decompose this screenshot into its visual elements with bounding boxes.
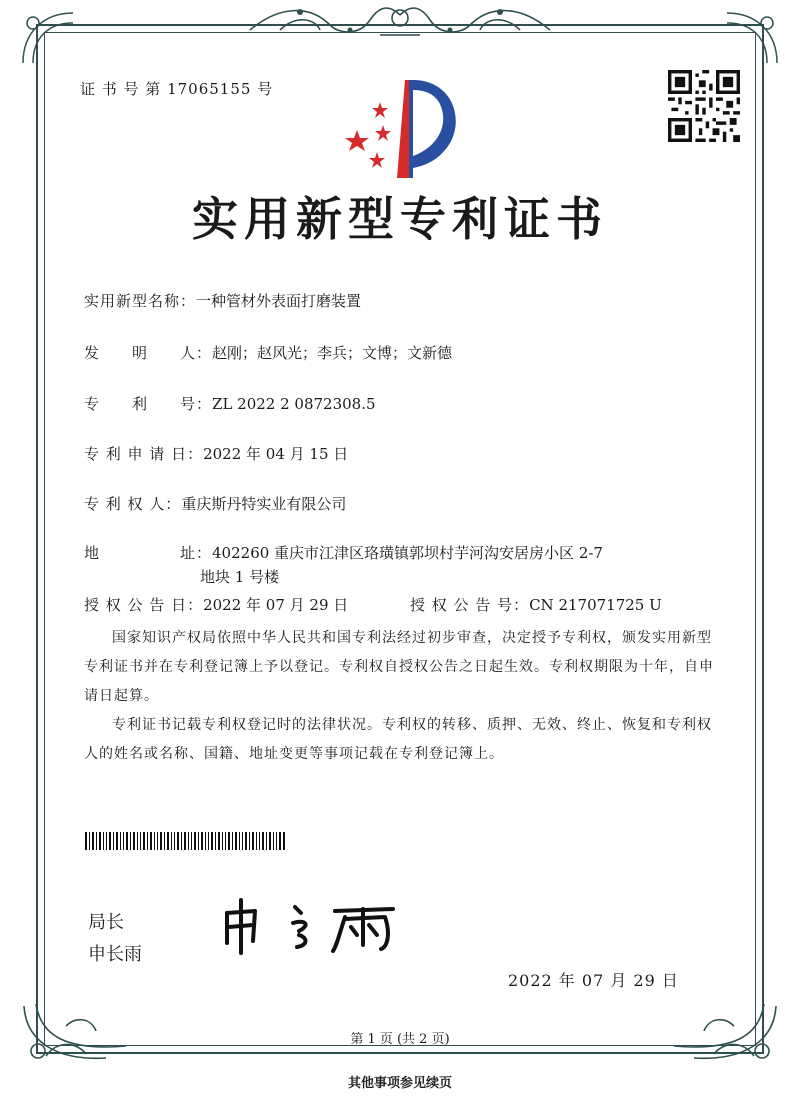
certificate-title: 实用新型专利证书 bbox=[192, 192, 608, 246]
field-filing-date bbox=[84, 443, 348, 464]
certificate-paragraph-2: 专利证书记载专利权登记时的法律状况。专利权的转移、质押、无效、终止、恢复和专利权人的姓名或名称、国籍、地址变更等事项记载在专利登记簿上。 bbox=[84, 717, 712, 762]
top-ornament bbox=[240, 0, 560, 42]
field-label: 授 权 公 告 号： bbox=[410, 596, 530, 614]
field-value: 2022 年 04 月 15 日 bbox=[203, 445, 349, 463]
field-grant-number bbox=[410, 594, 662, 615]
certificate-paragraph-1: 国家知识产权局依照中华人民共和国专利法经过初步审查，决定授予专利权，颁发实用新型专利证书并在专利登记簿上予以登记。专利权自授权公告之日起生效。专利权期限为十年，自申请日起算。 bbox=[84, 630, 714, 704]
field-label: 专 利 权 人： bbox=[84, 495, 182, 513]
field-value: 2022 年 07 月 29 日 bbox=[203, 596, 349, 614]
field-grant-date bbox=[84, 594, 348, 615]
field-label: 实用新型名称： bbox=[84, 292, 197, 310]
field-address bbox=[84, 542, 603, 563]
qr-code bbox=[668, 70, 740, 142]
field-label: 专 利 号： bbox=[84, 395, 213, 413]
field-address-line2 bbox=[200, 566, 279, 587]
field-label: 发 明 人： bbox=[84, 344, 213, 362]
field-patentee bbox=[84, 493, 346, 514]
field-value: ZL 2022 2 0872308.5 bbox=[212, 395, 376, 413]
certificate-number: 证 书 号 第 17065155 号 bbox=[80, 80, 274, 98]
field-value: 赵刚；赵风光；李兵；文博；文新德 bbox=[212, 344, 453, 362]
footer-note: 其他事项参见续页 bbox=[347, 1076, 452, 1091]
field-patent-number bbox=[84, 393, 376, 414]
field-value: CN 217071725 U bbox=[529, 596, 662, 614]
field-value: 一种管材外表面打磨装置 bbox=[196, 292, 362, 310]
director-title: 局长 bbox=[88, 912, 124, 933]
corner-ornament-top-right bbox=[722, 8, 782, 68]
field-label: 地 址： bbox=[84, 544, 213, 562]
director-signature bbox=[215, 895, 415, 955]
field-value: 地块 1 号楼 bbox=[200, 568, 280, 586]
field-label: 专 利 申 请 日： bbox=[84, 445, 204, 463]
page-number: 第 1 页 (共 2 页) bbox=[350, 1032, 450, 1047]
field-value: 重庆斯丹特实业有限公司 bbox=[181, 495, 347, 513]
cnipa-emblem bbox=[335, 70, 470, 185]
director-name: 申长雨 bbox=[88, 944, 142, 965]
field-inventors bbox=[84, 342, 452, 363]
corner-ornament-top-left bbox=[18, 8, 78, 68]
field-utility-name bbox=[84, 290, 361, 311]
barcode bbox=[85, 832, 285, 850]
issue-date: 2022 年 07 月 29 日 bbox=[508, 971, 679, 990]
field-value: 402260 重庆市江津区珞璜镇郭坝村芋河沟安居房小区 2-7 bbox=[212, 544, 603, 562]
field-label: 授 权 公 告 日： bbox=[84, 596, 204, 614]
